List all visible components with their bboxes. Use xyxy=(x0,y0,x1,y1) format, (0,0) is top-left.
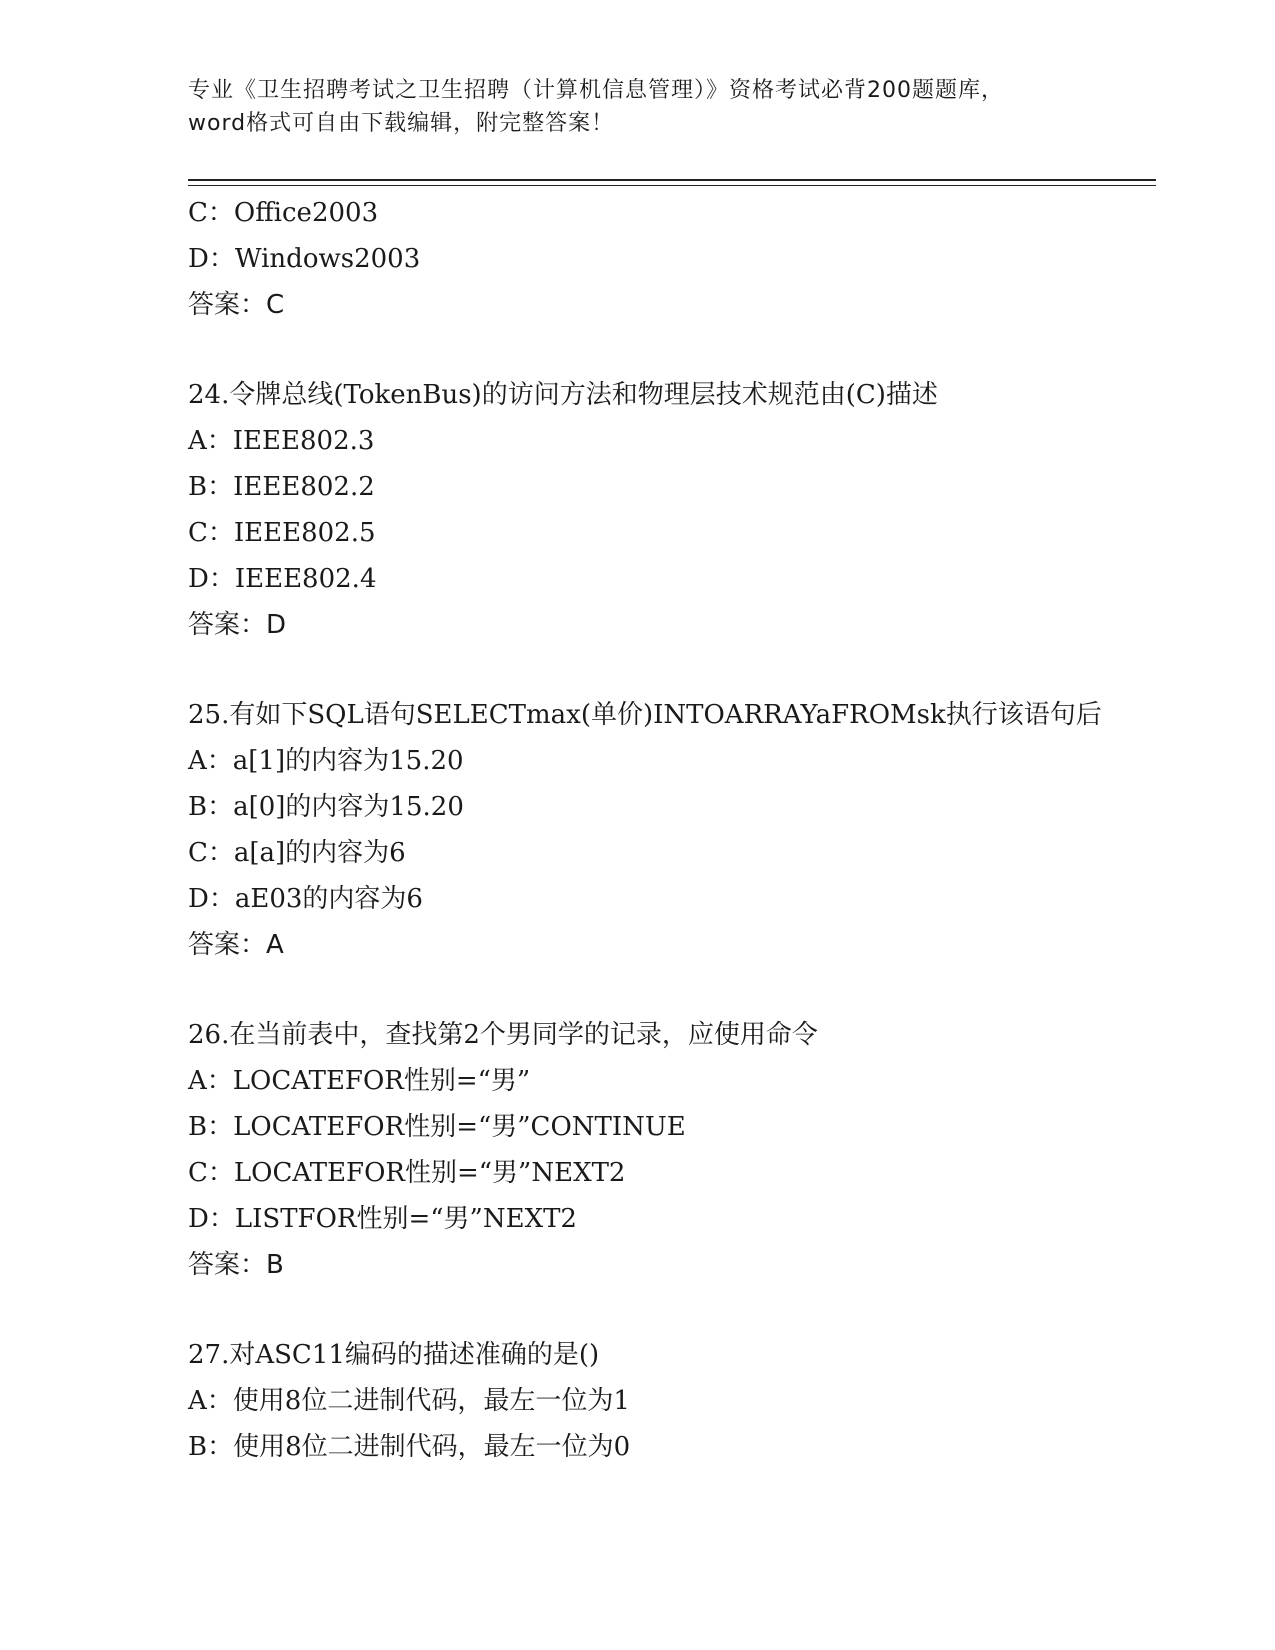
document-header xyxy=(188,74,1088,140)
question-27 xyxy=(188,1332,1188,1470)
spacer xyxy=(188,968,1188,1012)
spacer xyxy=(188,328,1188,372)
question-stem: 25.有如下SQL语句SELECTmax(单价)INTOARRAYaFROMsk执行该语句后 xyxy=(188,700,1102,730)
question-fragment-23 xyxy=(188,190,1188,328)
option-c: C：IEEE802.5 xyxy=(188,518,376,548)
option-c: C：a[a]的内容为6 xyxy=(188,838,406,868)
option-a: A：a[1]的内容为15.20 xyxy=(188,746,464,776)
answer-line: 答案：B xyxy=(188,1250,284,1280)
header-line-1: 专业《卫生招聘考试之卫生招聘（计算机信息管理）》资格考试必背200题题库， xyxy=(188,78,1004,103)
option-b: B：LOCATEFOR性别=“男”CONTINUE xyxy=(188,1112,686,1142)
option-a: A：LOCATEFOR性别=“男” xyxy=(188,1066,531,1096)
option-d: D：LISTFOR性别=“男”NEXT2 xyxy=(188,1204,577,1234)
question-list xyxy=(188,190,1188,1470)
option-b: B：a[0]的内容为15.20 xyxy=(188,792,464,822)
question-25 xyxy=(188,692,1188,968)
option-a: A：使用8位二进制代码，最左一位为1 xyxy=(188,1386,630,1416)
question-stem: 26.在当前表中，查找第2个男同学的记录，应使用命令 xyxy=(188,1020,818,1050)
question-26 xyxy=(188,1012,1188,1288)
option-d: D：aE03的内容为6 xyxy=(188,884,423,914)
option-d: D：IEEE802.4 xyxy=(188,564,377,594)
question-24 xyxy=(188,372,1188,648)
option-b: B：IEEE802.2 xyxy=(188,472,375,502)
answer-line: 答案：D xyxy=(188,610,287,640)
answer-line: 答案：C xyxy=(188,290,285,320)
header-divider-thick xyxy=(188,179,1156,181)
spacer xyxy=(188,648,1188,692)
question-stem: 24.令牌总线(TokenBus)的访问方法和物理层技术规范由(C)描述 xyxy=(188,380,938,410)
header-line-2: word格式可自由下载编辑，附完整答案！ xyxy=(188,111,615,136)
option-c: C：LOCATEFOR性别=“男”NEXT2 xyxy=(188,1158,626,1188)
option-b: B：使用8位二进制代码，最左一位为0 xyxy=(188,1432,631,1462)
option-a: A：IEEE802.3 xyxy=(188,426,375,456)
question-stem: 27.对ASC11编码的描述准确的是() xyxy=(188,1340,600,1370)
spacer xyxy=(188,1288,1188,1332)
header-divider-thin xyxy=(188,185,1156,186)
option-c: C：Office2003 xyxy=(188,198,379,228)
option-d: D：Windows2003 xyxy=(188,244,421,274)
answer-line: 答案：A xyxy=(188,930,284,960)
